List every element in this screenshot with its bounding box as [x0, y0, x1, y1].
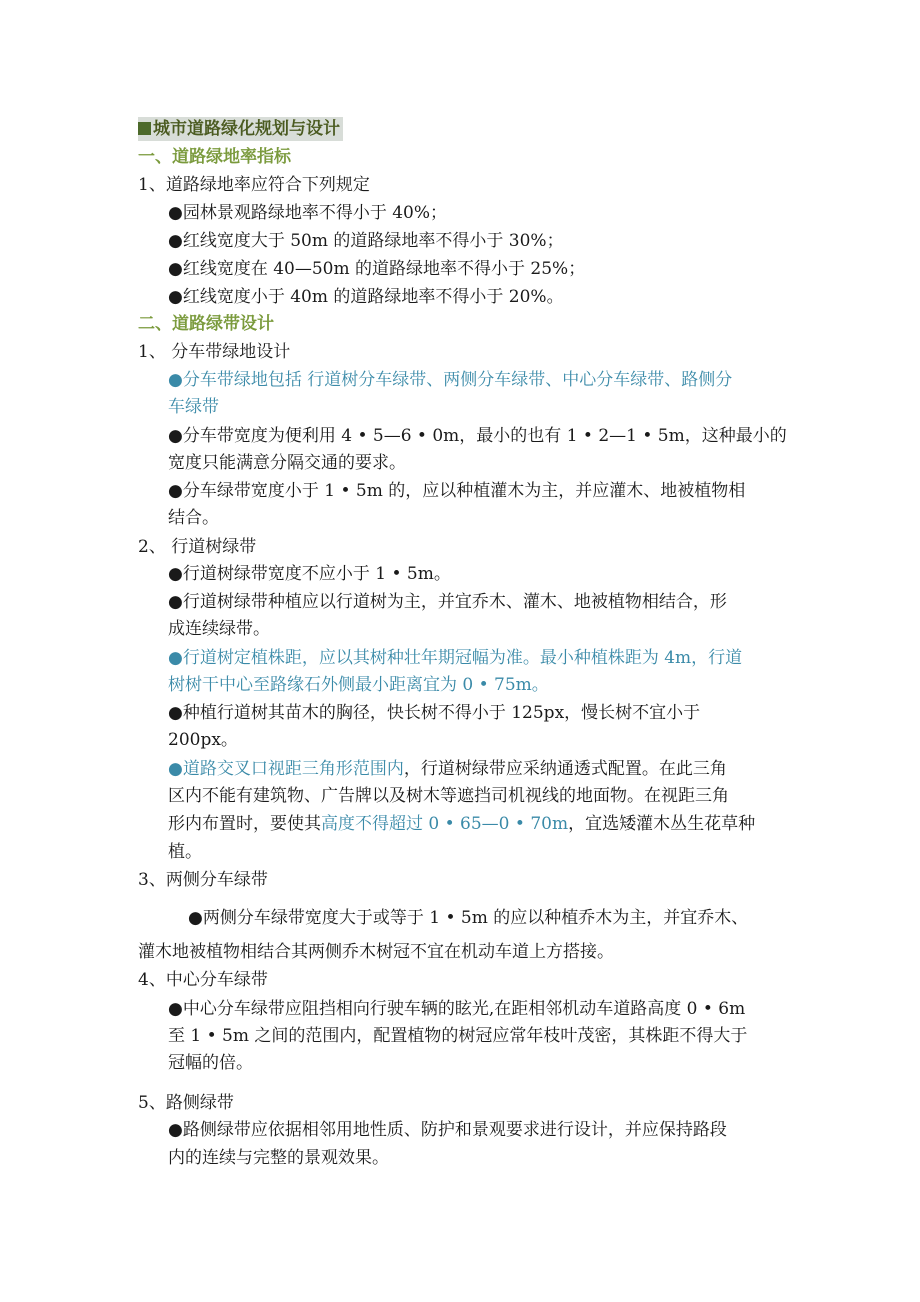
paragraph-text: 形内布置时，要使其 [168, 814, 321, 834]
paragraph-line: ●行道树绿带宽度不应小于 1 • 5m。 [168, 564, 451, 584]
paragraph-line: 植。 [168, 842, 202, 862]
paragraph-line: 内的连续与完整的景观效果。 [168, 1148, 389, 1168]
document-title-text: 城市道路绿化规划与设计 [153, 119, 340, 139]
paragraph-line: ●分车带宽度为便利用 4 • 5—6 • 0m，最小的也有 1 • 2—1 • 5m，这种最小的 [168, 426, 787, 446]
paragraph-line-mixed [168, 757, 727, 781]
bullet-item: ●红线宽度在 40—50m 的道路绿地率不得小于 25%； [168, 259, 586, 279]
paragraph-line: ●种植行道树其苗木的胸径，快长树不得小于 125px，慢长树不宜小于 [168, 703, 701, 723]
paragraph-line: ●分车绿带宽度小于 1 • 5m 的，应以种植灌木为主，并应灌木、地被植物相 [168, 481, 746, 501]
paragraph-line-highlight: 车绿带 [168, 397, 219, 417]
subsection-label: 5、路侧绿带 [138, 1093, 234, 1113]
paragraph-line-highlight: 树树干中心至路缘石外侧最小距离宜为 0 • 75m。 [168, 675, 549, 695]
paragraph-line: 宽度只能满意分隔交通的要求。 [168, 453, 406, 473]
paragraph-line-highlight: ●行道树定植株距，应以其树种壮年期冠幅为准。最小种植株距为 4m，行道 [168, 648, 743, 668]
document-title [138, 117, 343, 141]
paragraph-line: 灌木地被植物相结合其两侧乔木树冠不宜在机动车道上方搭接。 [138, 942, 614, 962]
section-heading-green-rate: 一、道路绿地率指标 [138, 147, 291, 167]
paragraph-line: 结合。 [168, 508, 219, 528]
paragraph-line-mixed [168, 812, 755, 836]
highlight-text: 高度不得超过 0 • 65—0 • 70m [321, 814, 569, 834]
highlight-text: ●道路交叉口视距三角形范围内 [168, 759, 404, 779]
bullet-item: ●红线宽度大于 50m 的道路绿地率不得小于 30%； [168, 231, 564, 251]
bullet-item: ●红线宽度小于 40m 的道路绿地率不得小于 20%。 [168, 287, 564, 307]
paragraph-line: ●行道树绿带种植应以行道树为主，并宜乔木、灌木、地被植物相结合，形 [168, 592, 727, 612]
paragraph-line: 至 1 • 5m 之间的范围内，配置植物的树冠应常年枝叶茂密，其株距不得大于 [168, 1026, 748, 1046]
paragraph-text: ，宜选矮灌木丛生花草种 [568, 814, 756, 834]
paragraph-line: 200px。 [168, 730, 238, 750]
paragraph-line: 成连续绿带。 [168, 619, 270, 639]
subsection-label: 3、两侧分车绿带 [138, 870, 268, 890]
paragraph-line-highlight: ●分车带绿地包括 行道树分车绿带、两侧分车绿带、中心分车绿带、路侧分 [168, 370, 733, 390]
square-bullet-icon [138, 122, 151, 135]
paragraph-text: ，行道树绿带应采纳通透式配置。在此三角 [403, 759, 727, 779]
paragraph-line: ●路侧绿带应依据相邻用地性质、防护和景观要求进行设计，并应保持路段 [168, 1120, 727, 1140]
subsection-label: 1、 分车带绿地设计 [138, 342, 291, 362]
paragraph-line: 冠幅的倍。 [168, 1053, 253, 1073]
item-label: 1、道路绿地率应符合下列规定 [138, 175, 370, 195]
section-heading-green-belt: 二、道路绿带设计 [138, 314, 274, 334]
paragraph-line: 区内不能有建筑物、广告牌以及树木等遮挡司机视线的地面物。在视距三角 [168, 786, 729, 806]
bullet-item: ●园林景观路绿地率不得小于 40%； [168, 203, 448, 223]
subsection-label: 4、中心分车绿带 [138, 970, 268, 990]
paragraph-line: ●两侧分车绿带宽度大于或等于 1 • 5m 的应以种植乔木为主，并宜乔木、 [188, 908, 749, 928]
paragraph-line: ●中心分车绿带应阻挡相向行驶车辆的眩光,在距相邻机动车道路高度 0 • 6m [168, 999, 746, 1019]
subsection-label: 2、 行道树绿带 [138, 537, 257, 557]
